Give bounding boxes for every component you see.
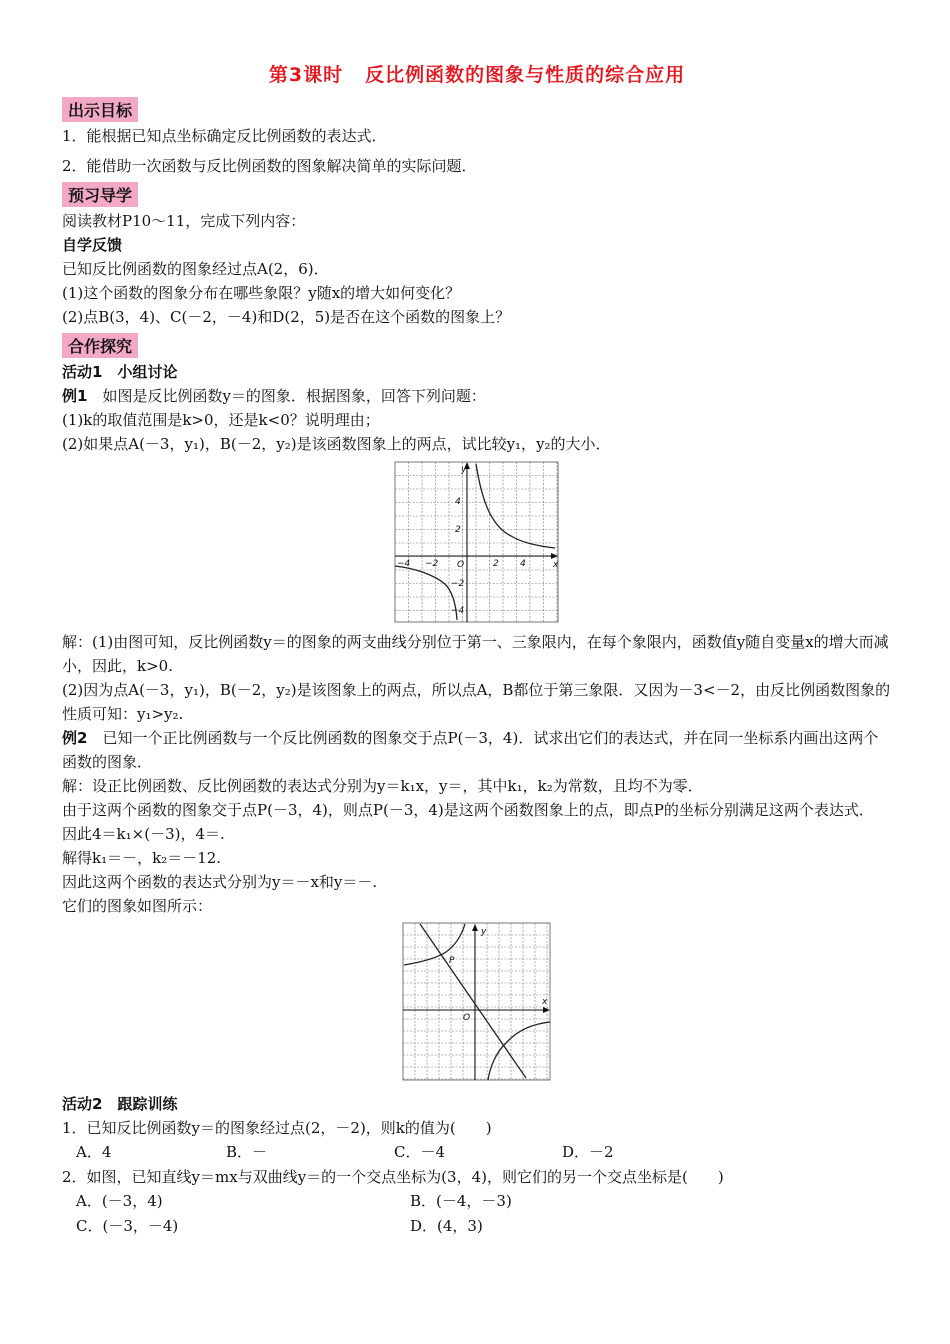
section-explore-header: 合作探究 (62, 333, 138, 358)
question-2-options-row-1 (62, 1189, 892, 1214)
graph-2-x-label: x (542, 997, 548, 1007)
graph-1-tick-y-2: 2 (455, 525, 461, 535)
feedback-title: 自学反馈 (62, 236, 123, 254)
q2-option-d[interactable]: D．(4，3) (410, 1217, 483, 1235)
solution-2-line-6: 它们的图象如图所示： (62, 897, 213, 915)
graph-2-branch-q4 (488, 1022, 550, 1080)
graph-1-tick-y-4: 4 (455, 497, 461, 507)
graph-1-tick-x-neg4: −4 (397, 559, 411, 569)
graph-2-point-label: P (449, 956, 455, 966)
graph-1-inverse-function (393, 460, 561, 626)
preview-line-3: (2)点B(3，4)、C(－2，－4)和D(2，5)是否在这个函数的图象上？ (62, 308, 511, 326)
question-2: 2．如图，已知直线y＝mx与双曲线y＝的一个交点坐标为(3，4)，则它们的另一个交点坐标是( ) (62, 1168, 724, 1186)
graph-2-x-arrow (543, 1007, 550, 1013)
solution-2-line-3: 因此4＝k₁×(－3)，4＝. (62, 825, 225, 843)
solution-2-line-4: 解得k₁＝－，k₂＝－12. (62, 849, 222, 867)
graph-1-branch-q3 (395, 566, 457, 620)
graph-2-y-arrow (472, 924, 478, 931)
solution-2-line-1: 解：设正比例函数、反比例函数的表达式分别为y＝k₁x，y＝，其中k₁，k₂为常数，且均不为零． (62, 777, 703, 795)
section-objectives-header: 出示目标 (62, 97, 138, 122)
graph-1-tick-x-2: 2 (493, 559, 499, 569)
graph-1-y-label: y (461, 465, 467, 475)
example-1-question-2: (2)如果点A(－3，y₁)，B(－2，y₂)是该函数图象上的两点，试比较y₁，y₂的大小． (62, 435, 611, 453)
graph-1-tick-x-4: 4 (520, 559, 526, 569)
example-2-label: 例2 (62, 729, 88, 747)
example-1-text: 如图是反比例函数y＝的图象．根据图象，回答下列问题： (87, 387, 486, 405)
q1-option-b[interactable]: B．－ (226, 1143, 268, 1161)
graph-2-origin-label: O (463, 1013, 471, 1023)
section-preview-header: 预习导学 (62, 182, 138, 207)
graph-1-origin-label: O (457, 560, 465, 570)
graph-1-grid (395, 462, 558, 622)
solution-1-part-1: 解：(1)由图可知，反比例函数y＝的图象的两支曲线分别位于第一、三象限内，在每个象限内，函数值y随自变量x的增大而减小，因此，k>0. (62, 633, 889, 675)
graph-2-line-and-hyperbola (402, 922, 552, 1082)
page-title (62, 60, 892, 87)
example-1-label: 例1 (62, 387, 88, 405)
q2-option-b[interactable]: B．(－4，－3) (410, 1192, 512, 1210)
example-2-text: 已知一个正比例函数与一个反比例函数的图象交于点P(－3，4)．试求出它们的表达式，并在同一坐标系内画出这两个函数的图象． (62, 729, 879, 771)
q2-option-a[interactable]: A．(－3，4) (76, 1192, 163, 1210)
graph-1-branch-q1 (476, 464, 555, 548)
preview-line-2: (1)这个函数的图象分布在哪些象限？y随x的增大如何变化？ (62, 284, 461, 302)
lesson-topic: 反比例函数的图象与性质的综合应用 (365, 64, 686, 86)
graph-2-y-label: y (481, 927, 487, 937)
question-1-options (62, 1140, 892, 1165)
solution-2-line-2: 由于这两个函数的图象交于点P(－3，4)，则点P(－3，4)是这两个函数图象上的点，即点P的坐标分别满足这两个表达式． (62, 801, 874, 819)
solution-2-line-5: 因此这两个函数的表达式分别为y＝－x和y＝－. (62, 873, 378, 891)
activity-2-title: 活动2 跟踪训练 (62, 1095, 178, 1113)
graph-1-tick-y-neg2: −2 (451, 579, 465, 589)
document-page (62, 60, 892, 1239)
example-1-prompt (62, 384, 892, 408)
q2-option-c[interactable]: C．(－3，－4) (76, 1217, 179, 1235)
q1-option-d[interactable]: D．－2 (562, 1143, 614, 1161)
objective-2: 2．能借助一次函数与反比例函数的图象解决简单的实际问题． (62, 157, 477, 175)
activity-1-title: 活动1 小组讨论 (62, 363, 178, 381)
graph-1-x-label: x (553, 560, 559, 570)
preview-intro: 阅读教材P10～11，完成下列内容： (62, 212, 306, 230)
q1-option-a[interactable]: A．4 (76, 1143, 112, 1161)
graph-1-tick-y-neg4: −4 (451, 606, 465, 616)
graph-2-grid (403, 923, 550, 1080)
q1-option-c[interactable]: C．－4 (394, 1143, 446, 1161)
example-2-prompt (62, 726, 892, 774)
question-2-options-row-2 (62, 1214, 892, 1239)
question-1: 1．已知反比例函数y＝的图象经过点(2，－2)，则k的值为( ) (62, 1119, 492, 1137)
preview-line-1: 已知反比例函数的图象经过点A(2，6)． (62, 260, 329, 278)
lesson-number: 第3课时 (268, 64, 344, 86)
example-1-question-1: (1)k的取值范围是k>0，还是k<0？说明理由； (62, 411, 380, 429)
solution-1-part-2: (2)因为点A(－3，y₁)，B(－2，y₂)是该图象上的两点，所以点A，B都位于第三象限．又因为－3<－2，由反比例函数图象的性质可知：y₁>y₂. (62, 681, 891, 723)
graph-1-tick-x-neg2: −2 (425, 559, 439, 569)
objective-1: 1．能根据已知点坐标确定反比例函数的表达式． (62, 127, 387, 145)
